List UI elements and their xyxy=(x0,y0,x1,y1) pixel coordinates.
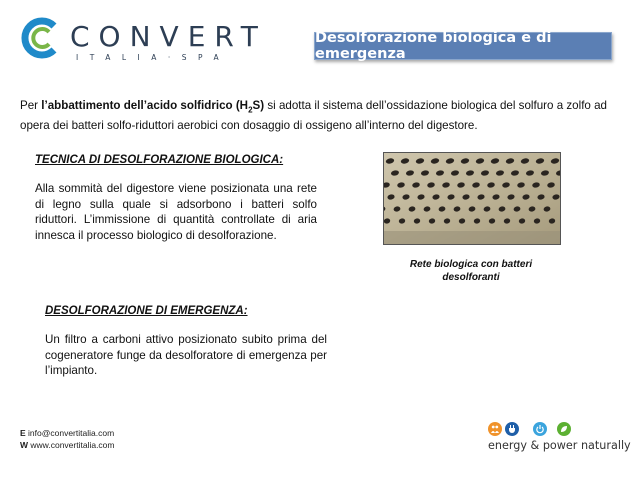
web-label: W xyxy=(20,440,29,450)
contact-web-link[interactable]: www.convertitalia.com xyxy=(30,440,115,450)
intro-per: Per xyxy=(20,99,39,112)
icon-gap-2 xyxy=(550,422,554,436)
brand-tagline-text: energy & power naturally xyxy=(488,439,631,452)
page-title: Desolforazione biologica e di emergenza xyxy=(314,32,612,60)
people-icon xyxy=(488,422,502,436)
wooden-net-image-icon xyxy=(384,153,561,245)
intro-rest: si adotta il sistema dell’ossidazione biologica del solfuro a zolfo ad opera dei batteri solfo-riduttori aerobici con dosaggio di ossigeno all’interno del digestore. xyxy=(20,99,607,133)
logo-wordmark: CONVERT xyxy=(70,20,267,53)
section-emergency-body: Un filtro a carboni attivo posizionato subito prima del cogeneratore funge da desolforatore di emergenza per l’impianto. xyxy=(45,333,327,377)
plug-icon xyxy=(505,422,519,436)
company-logo xyxy=(18,16,267,66)
intro-subscript: 2 xyxy=(248,105,253,115)
biological-net-photo xyxy=(383,152,561,245)
leaf-icon xyxy=(557,422,571,436)
logo-subtitle: ITALIA·SPA xyxy=(76,53,231,62)
photo-caption: Rete biologica con batteri desolforanti xyxy=(409,259,533,283)
contact-email-link[interactable]: info@convertitalia.com xyxy=(28,428,115,438)
brand-icons xyxy=(488,422,571,436)
power-icon xyxy=(533,422,547,436)
convert-logo-mark-icon xyxy=(18,16,62,60)
brand-tagline xyxy=(488,422,631,454)
section-biological-heading: TECNICA DI DESOLFORAZIONE BIOLOGICA: xyxy=(35,154,284,166)
section-emergency-heading: DESOLFORAZIONE DI EMERGENZA: xyxy=(45,305,248,317)
icon-gap xyxy=(522,422,530,436)
intro-bold-a: l’abbattimento dell’acido solfidrico (H xyxy=(41,99,249,112)
section-biological-body: Alla sommità del digestore viene posizionata una rete di legno sulla quale si adsorbono i batteri solfo riduttori. L’immissione di quantità controllate di aria innesca il processo biologico di desolforazione. xyxy=(35,182,317,242)
email-label: E xyxy=(20,428,26,438)
intro-paragraph xyxy=(20,98,620,134)
contact-web-row xyxy=(20,439,115,451)
contact-email-row xyxy=(20,427,115,439)
intro-bold-b: S) xyxy=(252,99,265,112)
contact-info xyxy=(20,427,115,451)
